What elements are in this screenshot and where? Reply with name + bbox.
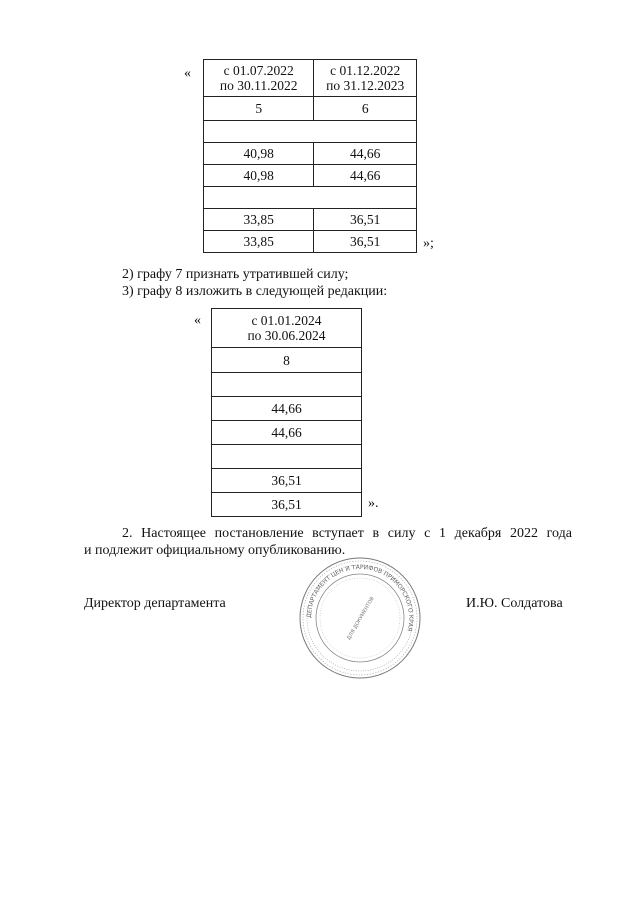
table-cell: 44,66 [212,421,362,445]
empty-row [212,373,362,397]
table-cell: 44,66 [314,143,417,165]
tariff-table-2 [211,308,362,517]
empty-row [212,445,362,469]
empty-row [204,187,417,209]
close-quote-1: »; [423,236,434,251]
signatory-name: И.Ю. Солдатова [466,596,563,611]
header-cell: с 01.12.2022 по 31.12.2023 [314,60,417,97]
seal-inner-text: ДЛЯ ДОКУМЕНТОВ [346,595,376,642]
table-row [204,165,417,187]
open-quote-1: « [184,66,191,81]
table-row [212,421,362,445]
table-cell: 40,98 [204,165,314,187]
table-cell: 36,51 [314,231,417,253]
table-cell: 33,85 [204,209,314,231]
table-row [204,209,417,231]
table-cell: 33,85 [204,231,314,253]
table-cell: 5 [204,97,314,121]
item-2: 2) графу 7 признать утратившей силу; [122,267,349,282]
table-row [212,469,362,493]
header-cell: с 01.01.2024 по 30.06.2024 [212,309,362,348]
signatory-position: Директор департамента [84,596,226,611]
table-row [204,143,417,165]
column-number-row [212,348,362,373]
empty-row [204,121,417,143]
close-quote-2: ». [368,496,379,511]
table-cell: 36,51 [212,469,362,493]
paragraph-line-1: 2. Настоящее постановление вступает в силу с 1 декабря 2022 года [122,526,572,541]
table-cell: 36,51 [314,209,417,231]
table-row [204,231,417,253]
table-cell: 44,66 [314,165,417,187]
table-cell: 6 [314,97,417,121]
table-cell: 8 [212,348,362,373]
table-row [212,493,362,517]
table-cell: 44,66 [212,397,362,421]
item-3: 3) графу 8 изложить в следующей редакции: [122,284,388,299]
table-cell: 40,98 [204,143,314,165]
official-seal [298,556,422,680]
table-header-row [204,60,417,97]
table-row [212,397,362,421]
paragraph-line-2: и подлежит официальному опубликованию. [84,543,346,558]
header-cell: с 01.07.2022 по 30.11.2022 [204,60,314,97]
table-cell: 36,51 [212,493,362,517]
column-number-row [204,97,417,121]
tariff-table-1 [203,59,417,253]
seal-outer-text: ДЕПАРТАМЕНТ ЦЕН И ТАРИФОВ ПРИМОРСКОГО КРАЯ [305,563,415,632]
open-quote-2: « [194,313,201,328]
table-header-row [212,309,362,348]
